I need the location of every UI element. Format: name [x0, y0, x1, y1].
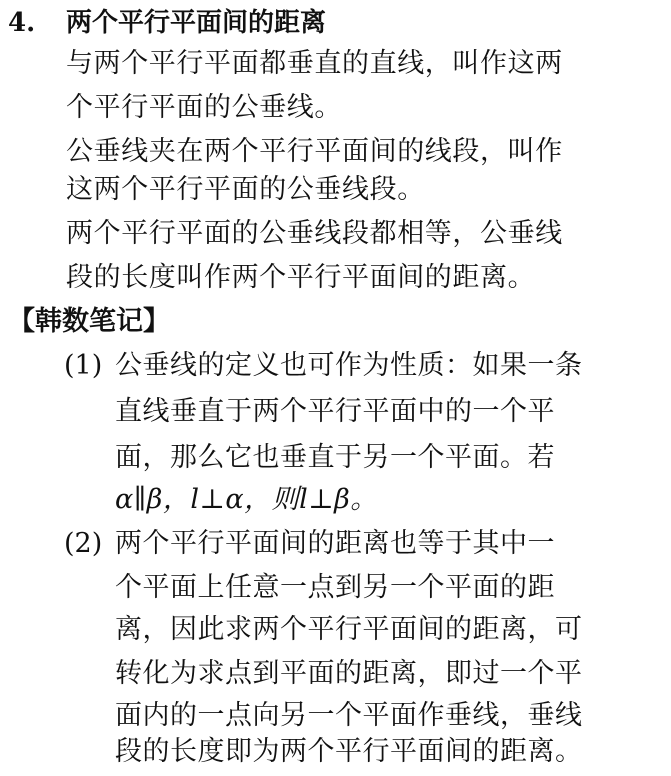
note-item-line: 面，那么它也垂直于另一个平面。若 [115, 442, 555, 473]
note-item-number: (2) [64, 528, 103, 559]
body-line: 这两个平行平面的公垂线段。 [66, 174, 425, 205]
note-item-line: 转化为求点到平面的距离，即过一个平 [115, 658, 583, 689]
note-item-line: 离，因此求两个平行平面间的距离，可 [115, 614, 583, 645]
section-heading [8, 4, 326, 42]
note-item-line: 直线垂直于两个平行平面中的一个平 [115, 396, 555, 427]
section-title: 两个平行平面间的距离 [66, 8, 327, 38]
notes-title: 【韩数笔记】 [8, 306, 170, 337]
body-line: 与两个平行平面都垂直的直线，叫作这两 [66, 48, 563, 79]
note-item-line: 面内的一点向另一个平面作垂线，垂线 [115, 700, 583, 731]
note-item-line: 两个平行平面间的距离也等于其中一 [115, 528, 555, 559]
note-item-line: 公垂线的定义也可作为性质：如果一条 [115, 350, 583, 381]
note-item-line: 个平面上任意一点到另一个平面的距 [115, 572, 555, 603]
note-item-number: (1) [64, 350, 103, 381]
body-line: 段的长度叫作两个平行平面间的距离。 [66, 262, 536, 293]
body-line: 个平行平面的公垂线。 [66, 92, 342, 123]
body-line: 公垂线夹在两个平行平面间的线段，叫作 [66, 136, 563, 167]
note-formula-line: α∥β，l⊥α，则l⊥β。 [115, 484, 378, 515]
body-line: 两个平行平面的公垂线段都相等，公垂线 [66, 218, 563, 249]
section-number: 4. [8, 8, 36, 38]
note-item-line: 段的长度即为两个平行平面间的距离。 [115, 736, 583, 767]
